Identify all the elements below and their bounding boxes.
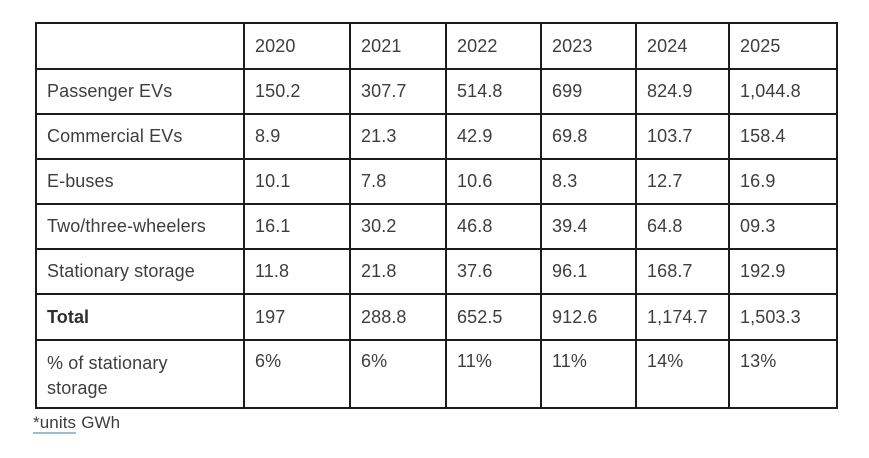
year-cell: 10.1 [244, 159, 350, 204]
year-header-2023: 2023 [541, 23, 636, 69]
corner-cell [36, 23, 244, 69]
year-cell: 824.9 [636, 69, 729, 114]
table-row-passenger-evs [36, 69, 837, 114]
year-cell: 11% [446, 340, 541, 408]
footnote [33, 413, 120, 433]
table-row-two-three-wheelers [36, 204, 837, 249]
year-header-2024: 2024 [636, 23, 729, 69]
year-cell: 11.8 [244, 249, 350, 294]
year-cell: 6% [350, 340, 446, 408]
year-cell: 168.7 [636, 249, 729, 294]
table-container [35, 22, 838, 409]
year-cell: 1,174.7 [636, 294, 729, 340]
footnote-unit-label: GWh [81, 413, 121, 432]
year-header-2022: 2022 [446, 23, 541, 69]
year-cell: 96.1 [541, 249, 636, 294]
table-row-stationary-storage [36, 249, 837, 294]
year-cell: 192.9 [729, 249, 837, 294]
year-cell: 8.9 [244, 114, 350, 159]
year-cell: 514.8 [446, 69, 541, 114]
year-header-2025: 2025 [729, 23, 837, 69]
row-label-text: % of stationary storage [47, 353, 168, 398]
year-cell: 1,503.3 [729, 294, 837, 340]
year-cell: 652.5 [446, 294, 541, 340]
year-cell: 197 [244, 294, 350, 340]
year-cell: 21.3 [350, 114, 446, 159]
year-cell: 16.9 [729, 159, 837, 204]
year-cell: 10.6 [446, 159, 541, 204]
year-header-2021: 2021 [350, 23, 446, 69]
year-cell: 912.6 [541, 294, 636, 340]
year-cell: 699 [541, 69, 636, 114]
year-cell: 46.8 [446, 204, 541, 249]
footnote-units-word: *units [33, 413, 77, 432]
year-cell: 158.4 [729, 114, 837, 159]
year-cell: 30.2 [350, 204, 446, 249]
year-cell: 288.8 [350, 294, 446, 340]
row-label-total: Total [36, 294, 244, 340]
year-cell: 150.2 [244, 69, 350, 114]
year-cell: 307.7 [350, 69, 446, 114]
table-row-pct-stationary-storage [36, 340, 837, 408]
year-cell: 39.4 [541, 204, 636, 249]
table-row-total [36, 294, 837, 340]
battery-demand-table [35, 22, 838, 409]
row-label: E-buses [36, 159, 244, 204]
row-label: Passenger EVs [36, 69, 244, 114]
table-row-commercial-evs [36, 114, 837, 159]
year-cell: 37.6 [446, 249, 541, 294]
row-label: Two/three-wheelers [36, 204, 244, 249]
year-cell: 8.3 [541, 159, 636, 204]
year-cell: 14% [636, 340, 729, 408]
year-cell: 103.7 [636, 114, 729, 159]
year-cell: 13% [729, 340, 837, 408]
table-row-e-buses [36, 159, 837, 204]
row-label [36, 340, 244, 408]
year-cell: 1,044.8 [729, 69, 837, 114]
year-cell: 21.8 [350, 249, 446, 294]
header-row [36, 23, 837, 69]
year-header-2020: 2020 [244, 23, 350, 69]
row-label: Commercial EVs [36, 114, 244, 159]
year-cell: 16.1 [244, 204, 350, 249]
year-cell: 64.8 [636, 204, 729, 249]
year-cell: 09.3 [729, 204, 837, 249]
year-cell: 42.9 [446, 114, 541, 159]
year-cell: 12.7 [636, 159, 729, 204]
year-cell: 11% [541, 340, 636, 408]
row-label: Stationary storage [36, 249, 244, 294]
year-cell: 69.8 [541, 114, 636, 159]
year-cell: 6% [244, 340, 350, 408]
year-cell: 7.8 [350, 159, 446, 204]
